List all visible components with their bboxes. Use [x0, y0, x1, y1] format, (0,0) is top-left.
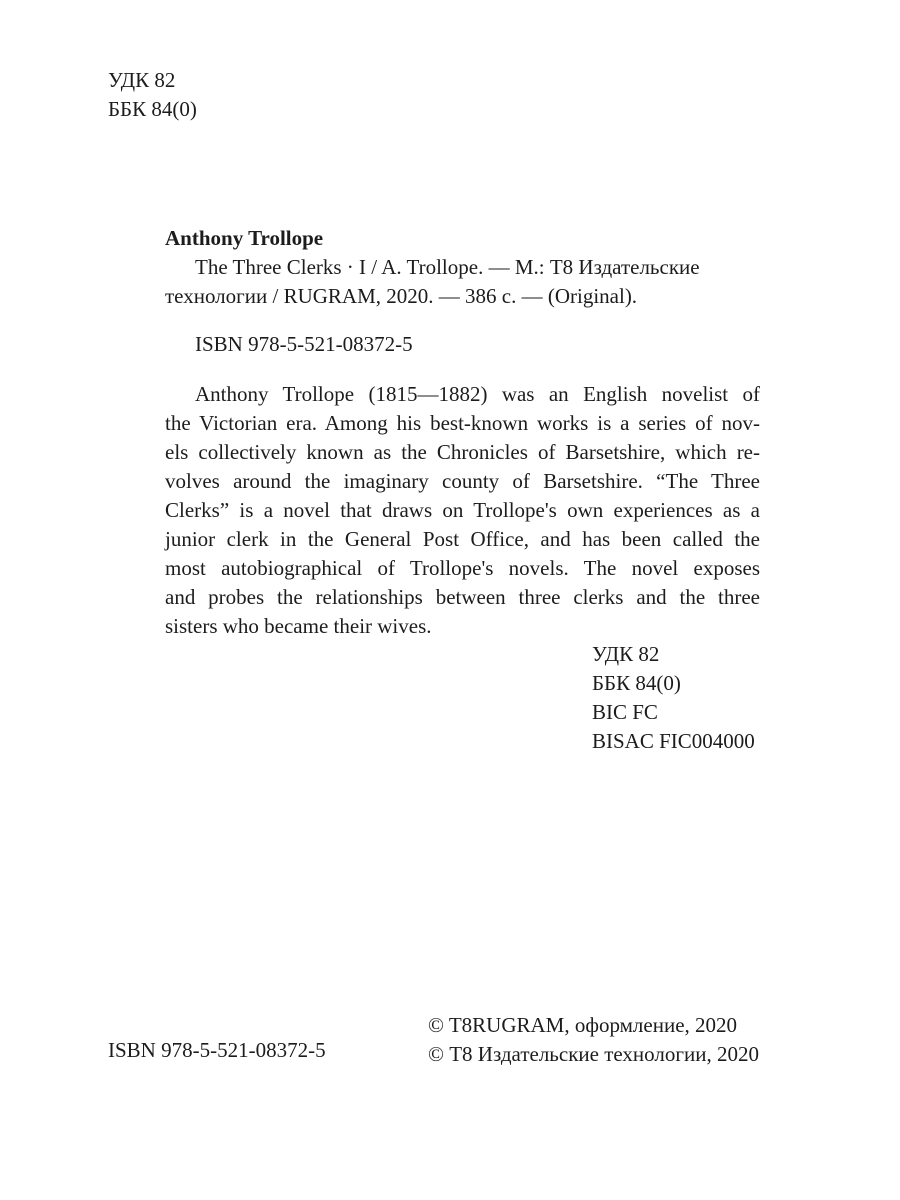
copyright-line-publisher: © Т8 Издательские технологии, 2020 — [428, 1042, 759, 1066]
bottom-isbn — [108, 1036, 326, 1065]
abstract-line: volves around the imaginary county of Barsetshire. “The Three — [165, 469, 760, 493]
abstract-line: Clerks” is a novel that draws on Trollope's own experiences as a — [165, 498, 760, 522]
bbk-code: ББК 84(0) — [592, 671, 681, 695]
isbn-text: ISBN 978-5-521-08372-5 — [195, 332, 413, 356]
citation-line-2: технологии / RUGRAM, 2020. — 386 с. — (Original). — [165, 284, 638, 308]
abstract-line: and probes the relationships between three clerks and the three — [165, 585, 760, 609]
top-classification-codes — [108, 66, 197, 124]
abstract-line: the Victorian era. Among his best-known works is a series of nov- — [165, 411, 760, 435]
abstract-line: els collectively known as the Chronicles of Barsetshire, which re- — [165, 440, 760, 464]
bbk-code: ББК 84(0) — [108, 97, 197, 121]
isbn-main — [195, 330, 413, 359]
isbn-text: ISBN 978-5-521-08372-5 — [108, 1038, 326, 1062]
citation-line-1: The Three Clerks · I / A. Trollope. — М.: Т8 Издательские — [195, 255, 700, 279]
abstract-paragraph — [165, 380, 760, 641]
udk-code: УДК 82 — [592, 642, 660, 666]
abstract-line: most autobiographical of Trollope's novels. The novel exposes — [165, 556, 760, 580]
author-heading: Anthony Trollope — [165, 226, 324, 250]
copyright-notice — [428, 1011, 759, 1069]
abstract-line: Anthony Trollope (1815—1882) was an English novelist of — [195, 382, 760, 406]
abstract-line: sisters who became their wives. — [165, 614, 432, 638]
bisac-code: BISAC FIC004000 — [592, 729, 755, 753]
bic-code: BIC FC — [592, 700, 658, 724]
abstract-line: junior clerk in the General Post Office, and has been called the — [165, 527, 760, 551]
classification-codes — [592, 640, 755, 756]
bibliographic-citation — [165, 224, 760, 311]
copyright-line-design: © T8RUGRAM, оформление, 2020 — [428, 1013, 738, 1037]
udk-code: УДК 82 — [108, 68, 176, 92]
